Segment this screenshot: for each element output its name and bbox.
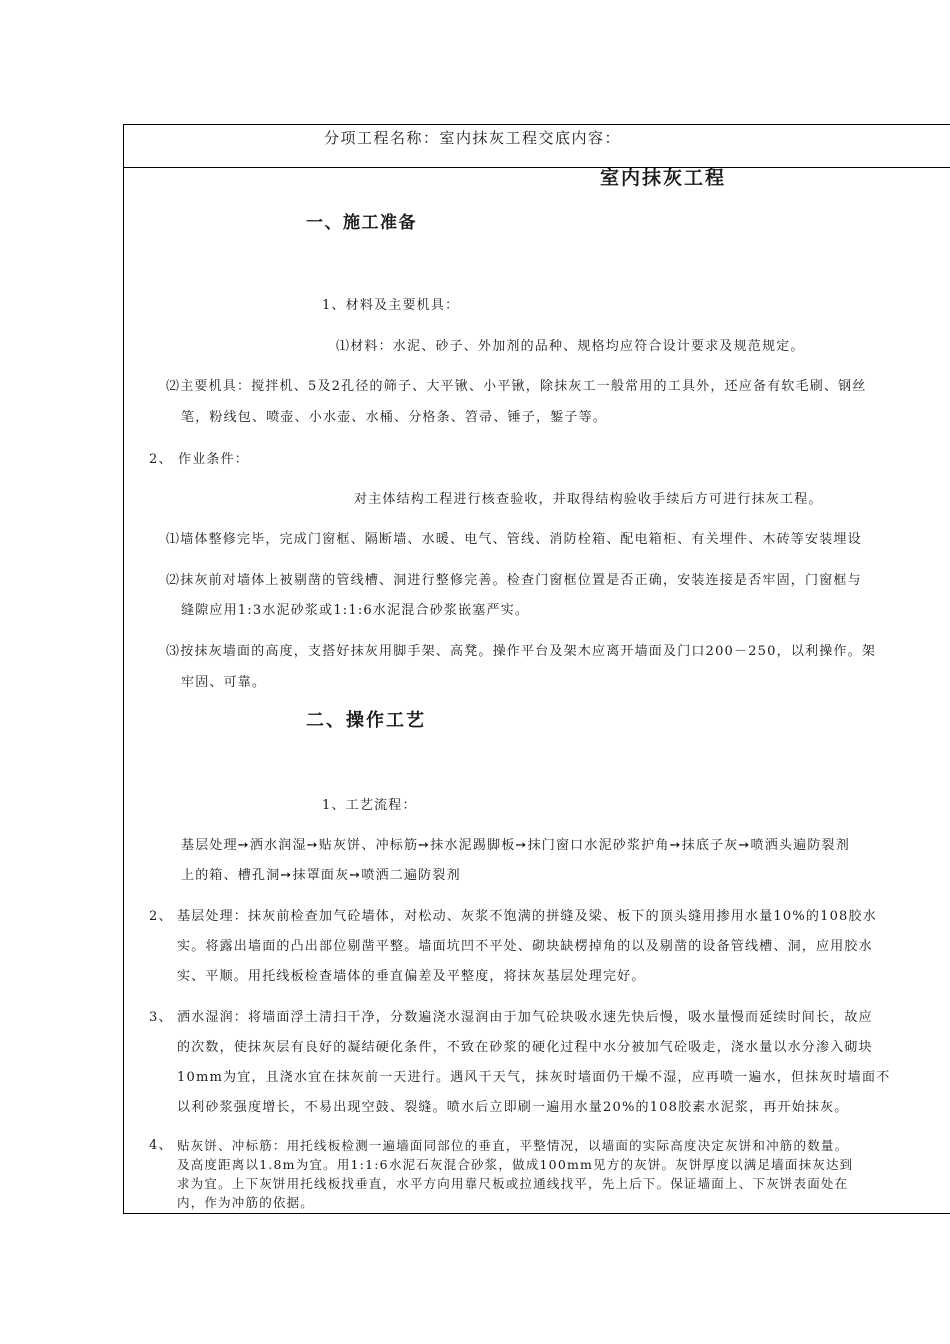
condition-1: ⑴墙体整修完毕，完成门窗框、隔断墙、水暖、电气、管线、消防栓箱、配电箱柜、有关埋件、木砖等安装埋设: [166, 532, 862, 547]
section2-heading: 二、操作工艺: [306, 710, 426, 731]
tools-text-line1: ⑵主要机具：搅拌机、5及2孔径的筛子、大平锹、小平锹，除抹灰工一般常用的工具外，还应备有软毛刷、钢丝: [166, 379, 867, 394]
header-divider: [124, 167, 950, 168]
document-frame: [123, 124, 950, 1214]
step2-number: 2、: [149, 909, 173, 924]
conditions-intro: 对主体结构工程进行核查验收，并取得结构验收手续后方可进行抹灰工程。: [354, 492, 823, 507]
process-flow-line2: 上的箱、槽孔洞➙抹罩面灰➙喷洒二遍防裂剂: [181, 868, 461, 883]
step3-line1: 洒水湿润：将墙面浮土清扫干净，分数遍浇水湿润由于加气砼块吸水速先快后慢，吸水量慢而延续时间长，故应: [177, 1010, 873, 1025]
tools-text-line2: 笔，粉线包、喷壶、小水壶、水桶、分格条、笤帚、锤子，錾子等。: [181, 410, 608, 425]
condition-3-line1: ⑶按抹灰墙面的高度，支搭好抹灰用脚手架、高凳。操作平台及架木应离开墙面及门口200－250，以利操作。架: [166, 644, 877, 659]
process-flow-line1: 基层处理➙洒水润湿➙贴灰饼、冲标筋➙抹水泥踢脚板➙抹门窗口水泥砂浆护角➙抹底子灰➙喷洒头遍防裂剂: [181, 838, 850, 853]
condition-2-line2: 缝隙应用1:3水泥砂浆或1:1:6水泥混合砂浆嵌塞严实。: [181, 603, 530, 618]
materials-text: ⑴材料：水泥、砂子、外加剂的品种、规格均应符合设计要求及规范规定。: [336, 339, 805, 354]
work-conditions-label: 2、 作业条件：: [149, 452, 250, 467]
step3-number: 3、: [149, 1010, 173, 1025]
document-title: 室内抹灰工程: [600, 167, 727, 189]
step3-line3: 10mm为宜，且浇水宜在抹灰前一天进行。遇风干天气，抹灰时墙面仍干燥不湿，应再喷一遍水，但抹灰时墙面不: [177, 1070, 891, 1085]
materials-tools-label: 1、材料及主要机具：: [322, 298, 460, 313]
step4-line4: 内，作为冲筋的依据。: [177, 1195, 315, 1210]
step4-line1: 贴灰饼、冲标筋：用托线板检测一遍墙面同部位的垂直，平整情况，以墙面的实际高度决定灰饼和冲筋的数量。: [177, 1138, 849, 1153]
step4-line3: 求为宜。上下灰饼用托线板找垂直，水平方向用靠尺板或拉通线找平，先上后下。保证墙面上、下灰饼表面处在: [177, 1176, 849, 1191]
step2-line3: 实、平顺。用托线板检查墙体的垂直偏差及平整度，将抹灰基层处理完好。: [177, 969, 646, 984]
step4-line2: 及高度距离以1.8m为宜。用1:1:6水泥石灰混合砂浆，做成100mm见方的灰饼。灰饼厚度以满足墙面抹灰达到: [177, 1157, 854, 1172]
condition-3-line2: 牢固、可靠。: [181, 675, 267, 690]
section1-heading: 一、施工准备: [306, 213, 417, 233]
step3-line4: 以利砂浆强度增长，不易出现空鼓、裂缝。喷水后立即刷一遍用水量20%的108胶素水泥浆，再开始抹灰。: [177, 1100, 849, 1115]
step2-line1: 基层处理：抹灰前检查加气砼墙体，对松动、灰浆不饱满的拼缝及梁、板下的顶头缝用掺用水量10%的108胶水: [177, 909, 877, 924]
step2-line2: 实。将露出墙面的凸出部位剔凿平整。墙面坑凹不平处、砌块缺楞掉角的以及剔凿的设备管线槽、洞，应用胶水: [177, 939, 873, 954]
header-project-name: 分项工程名称：室内抹灰工程交底内容：: [324, 129, 622, 147]
process-flow-label: 1、工艺流程：: [322, 798, 417, 813]
step4-number: 4、: [149, 1138, 173, 1153]
condition-2-line1: ⑵抹灰前对墙体上被剔凿的管线槽、洞进行整修完善。检查门窗框位置是否正确，安装连接是否牢固，门窗框与: [166, 573, 862, 588]
step3-line2: 的次数，使抹灰层有良好的凝结硬化条件，不致在砂浆的硬化过程中水分被加气砼吸走，浇水量以水分渗入砌块: [177, 1040, 873, 1055]
